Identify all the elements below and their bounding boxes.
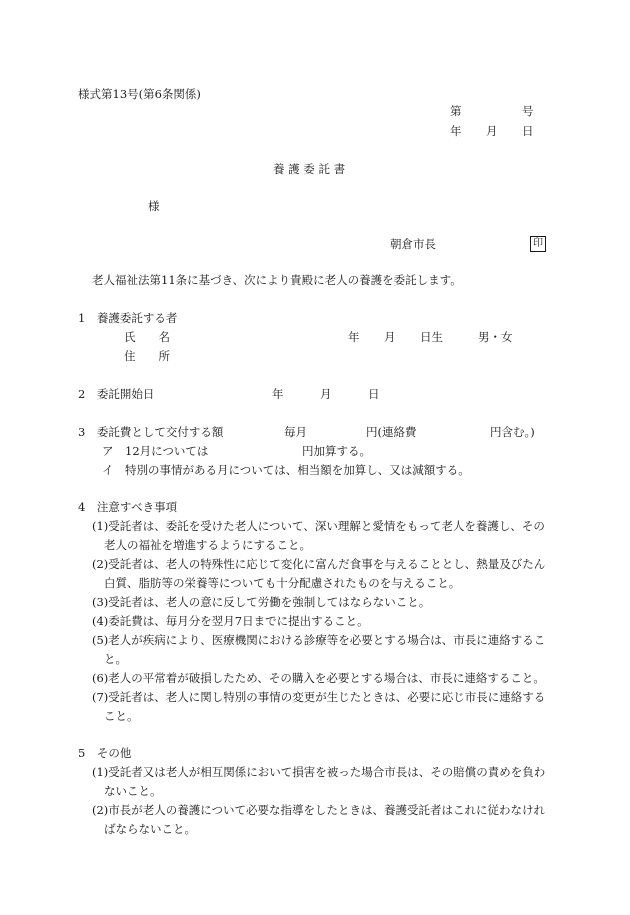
date-day-label: 日 <box>522 124 534 138</box>
note-line: (5)老人が疾病により、医療機関における診療等を必要とする場合は、市長に連絡するこ <box>92 633 546 647</box>
note-line: (6)老人の平常着が破損したため、その購入を必要とする場合は、市長に連絡すること。 <box>92 671 545 685</box>
item-a-value: 円加算する。 <box>302 444 371 458</box>
addressee-suffix: 様 <box>148 199 160 213</box>
note-line: (4)委託費は、毎月分を翌月7日までに提出すること。 <box>92 614 369 628</box>
other-line: ばならないこと。 <box>104 822 196 836</box>
item-i-text: イ 特別の事情がある月については、相当額を加算し、又は減額する。 <box>102 463 470 477</box>
intro-text: 老人福祉法第11条に基づき、次により貴殿に老人の養護を委託します。 <box>92 273 462 287</box>
sex-options: 男・女 <box>478 330 513 344</box>
birth-day-label: 日生 <box>420 330 443 344</box>
other-line: ないこと。 <box>104 784 162 798</box>
section3-heading: 3 委託費として交付する額 <box>78 425 224 439</box>
note-line: (2)受託者は、老人の特殊性に応じて変化に富んだ食事を与えることとし、熱量及びたん <box>92 557 546 571</box>
section5-heading: 5 その他 <box>78 746 132 760</box>
yen-liaison-open: 円(連絡費 <box>366 425 417 439</box>
section2-heading: 2 委託開始日 <box>78 387 155 401</box>
note-line: (3)受託者は、老人の意に反して労働を強制してはならないこと。 <box>92 595 431 609</box>
note-line: (1)受託者は、委託を受けた老人について、深い理解と愛情をもって老人を養護し、その <box>92 519 545 533</box>
document-number-suffix: 号 <box>522 104 534 118</box>
note-line: こと。 <box>104 709 139 723</box>
other-line: (1)受託者又は老人が相互関係において損害を被った場合市長は、その賠償の責めを負わ <box>92 765 546 779</box>
date-month-label: 月 <box>486 124 498 138</box>
start-day-label: 日 <box>368 387 380 401</box>
note-line: と。 <box>104 652 127 666</box>
monthly-label: 毎月 <box>284 425 307 439</box>
start-month-label: 月 <box>320 387 332 401</box>
document-number-prefix: 第 <box>450 104 462 118</box>
date-year-label: 年 <box>450 124 462 138</box>
note-line: 白質、脂肪等の栄養等についても十分配慮されたものを与えること。 <box>104 576 461 590</box>
section4-heading: 4 注意すべき事項 <box>78 500 178 514</box>
name-label: 氏 名 <box>124 330 170 344</box>
section1-heading: 1 養護委託する者 <box>78 311 178 325</box>
yen-liaison-close: 円含む。) <box>490 425 535 439</box>
birth-year-label: 年 <box>348 330 360 344</box>
note-line: 老人の福祉を増進するようにすること。 <box>104 538 311 552</box>
birth-month-label: 月 <box>384 330 396 344</box>
form-number: 様式第13号(第6条関係) <box>78 87 201 101</box>
other-line: (2)市長が老人の養護について必要な指導をしたときは、養護受託者はこれに従わなけれ <box>92 803 546 817</box>
document-title: 養 護 委 託 書 <box>273 162 346 176</box>
address-label: 住 所 <box>124 349 170 363</box>
note-line: (7)受託者は、老人に関し特別の事情の変更が生じたときは、必要に応じ市長に連絡する <box>92 690 546 704</box>
issuer-name: 朝倉市長 <box>390 237 436 251</box>
seal-mark: 印 <box>530 236 546 252</box>
item-a-label: ア 12月については <box>102 444 209 458</box>
start-year-label: 年 <box>272 387 284 401</box>
